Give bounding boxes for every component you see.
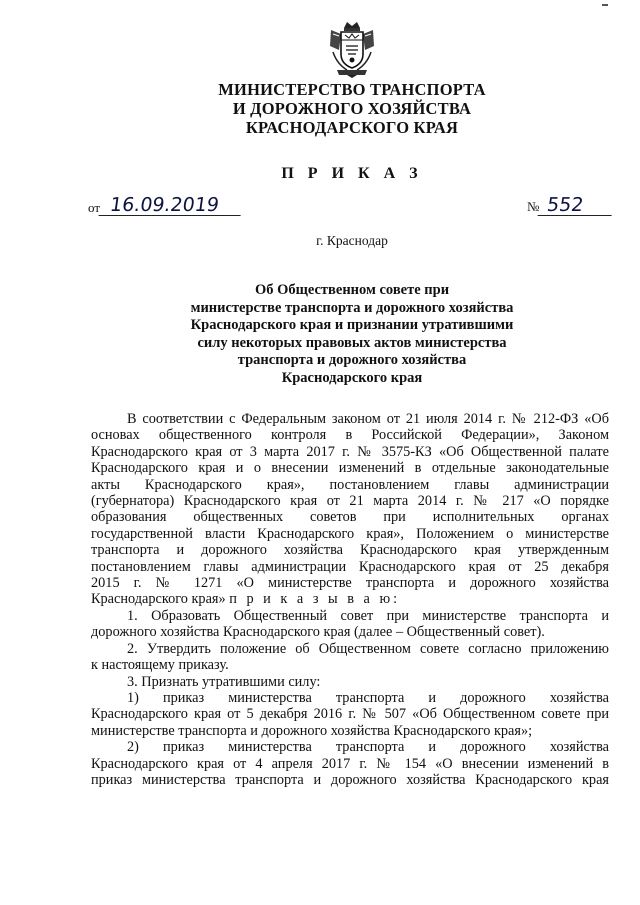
subject-line: Об Общественном совете при bbox=[254, 282, 450, 298]
item-3-2-line: 2) приказ министерства транспорта и дорожного хозяйства bbox=[127, 739, 609, 756]
item-2-line: к настоящему приказу. bbox=[91, 657, 229, 674]
city: г. Краснодар bbox=[316, 233, 388, 248]
item-1-line: 1. Образовать Общественный совет при министерстве транспорта и bbox=[127, 607, 609, 624]
item-3-1-line: Краснодарского края от 5 декабря 2016 г. № 507 «Об Общественном совете при bbox=[91, 706, 609, 723]
subject-line: министерстве транспорта и дорожного хозяйства bbox=[190, 299, 514, 316]
order-date bbox=[88, 195, 242, 216]
item-3-1-line: 1) приказ министерства транспорта и дорожного хозяйства bbox=[127, 689, 609, 706]
order-number bbox=[527, 195, 613, 216]
decree-word: п р и к а з ы в а ю: bbox=[229, 591, 401, 608]
body-line: В соответствии с Федеральным законом от 21 июля 2014 г. № 212-ФЗ «Об bbox=[127, 411, 609, 427]
body-line: (губернатора) Краснодарского края от 21 марта 2014 г. № 217 «О порядке bbox=[91, 493, 609, 510]
subject-line: Краснодарского края bbox=[281, 369, 423, 386]
subject-line: транспорта и дорожного хозяйства bbox=[237, 352, 467, 368]
ministry-line: МИНИСТЕРСТВО ТРАНСПОРТА bbox=[218, 80, 486, 99]
subject-line: Краснодарского края и признании утратившими bbox=[190, 317, 514, 333]
ministry-line: И ДОРОЖНОГО ХОЗЯЙСТВА bbox=[232, 99, 472, 118]
scan-mark bbox=[602, 4, 608, 6]
handwritten-date: 16.09.2019 bbox=[99, 195, 244, 216]
body-line: основах общественного контроля в Российской Федерации», Законом bbox=[91, 427, 609, 444]
date-prefix: от bbox=[88, 200, 101, 215]
body-line: государственной власти Краснодарского края», Положением о министерстве bbox=[91, 525, 609, 542]
coat-of-arms-icon bbox=[327, 20, 377, 78]
ministry-name bbox=[0, 80, 640, 137]
body-line: Краснодарского края и о внесении изменений в отдельные законодательные bbox=[91, 460, 609, 477]
body-line: транспорта и дорожного хозяйства Краснодарского края утвержденным bbox=[91, 542, 609, 559]
item-1-line: дорожного хозяйства Краснодарского края (далее – Общественный совет). bbox=[91, 624, 545, 641]
item-3-2-line: Краснодарского края от 4 апреля 2017 г. № 154 «О внесении изменений в bbox=[91, 755, 609, 772]
body-line: Краснодарского края от 3 марта 2017 г. № 3575-КЗ «Об Общественной палате bbox=[91, 443, 609, 460]
handwritten-number: 552 bbox=[538, 195, 615, 216]
item-3-2-line: приказ министерства транспорта и дорожного хозяйства Краснодарского края bbox=[91, 771, 609, 788]
order-body bbox=[91, 411, 609, 788]
body-line bbox=[91, 591, 609, 607]
order-title: П Р И К А З bbox=[281, 165, 423, 182]
body-line: постановлением главы администрации Краснодарского края от 25 декабря bbox=[91, 558, 609, 575]
item-2-line: 2. Утвердить положение об Общественном совете согласно приложению bbox=[127, 640, 609, 657]
item-3-line: 3. Признать утратившими силу: bbox=[127, 673, 321, 690]
order-subject bbox=[0, 282, 640, 387]
body-line: 2015 г. № 1271 «О министерстве транспорта и дорожного хозяйства bbox=[91, 575, 609, 592]
item-3-1-line: министерстве транспорта и дорожного хозяйства Краснодарского края»; bbox=[91, 722, 533, 739]
body-line: акты Краснодарского края», постановлением главы администрации bbox=[91, 476, 609, 493]
body-line: образования общественных советов при исполнительных органах bbox=[91, 509, 609, 526]
body-text: Краснодарского края» bbox=[91, 591, 226, 608]
ministry-line: КРАСНОДАРСКОГО КРАЯ bbox=[245, 118, 459, 137]
subject-line: силу некоторых правовых актов министерства bbox=[197, 334, 507, 351]
number-prefix: № bbox=[527, 199, 540, 214]
